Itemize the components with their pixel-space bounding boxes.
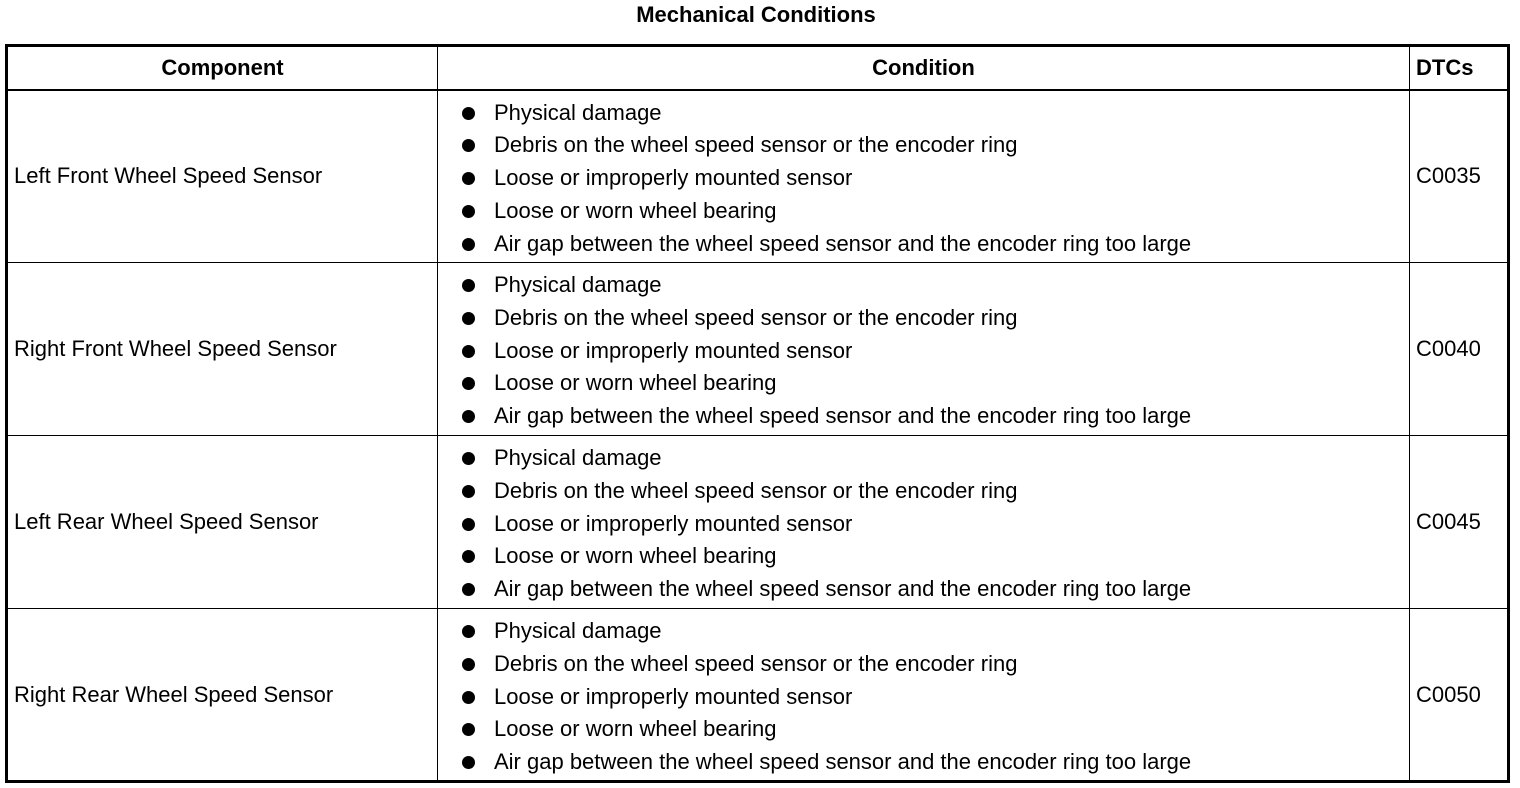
condition-text: Physical damage [494, 445, 662, 470]
dtc-cell: C0040 [1410, 263, 1509, 436]
bullet-icon [462, 410, 475, 423]
header-dtcs: DTCs [1410, 46, 1509, 90]
condition-item [438, 129, 1409, 162]
condition-item [438, 97, 1409, 130]
condition-cell [438, 90, 1410, 263]
condition-text: Loose or worn wheel bearing [494, 543, 777, 569]
condition-text: Loose or improperly mounted sensor [494, 683, 853, 709]
condition-item [438, 269, 1409, 302]
bullet-icon [462, 452, 475, 465]
condition-item [438, 713, 1409, 746]
condition-text: Air gap between the wheel speed sensor and the encoder ring too large [494, 230, 1192, 256]
condition-item [438, 681, 1409, 714]
condition-item [438, 746, 1409, 779]
condition-cell [438, 263, 1410, 436]
bullet-icon [462, 485, 475, 498]
bullet-icon [462, 205, 475, 218]
header-condition: Condition [438, 46, 1410, 90]
bullet-icon [462, 550, 475, 563]
condition-cell [438, 609, 1410, 782]
dtc-cell: C0045 [1410, 436, 1509, 609]
condition-item [438, 162, 1409, 195]
condition-item [438, 475, 1409, 508]
bullet-icon [462, 238, 475, 251]
condition-text: Air gap between the wheel speed sensor and the encoder ring too large [494, 576, 1192, 602]
table-title: Mechanical Conditions [636, 2, 876, 27]
bullet-icon [462, 172, 475, 185]
condition-item [438, 508, 1409, 541]
condition-text: Physical damage [494, 272, 662, 297]
component-cell: Left Rear Wheel Speed Sensor [7, 436, 438, 609]
bullet-icon [462, 583, 475, 596]
condition-item [438, 228, 1409, 261]
condition-cell [438, 436, 1410, 609]
condition-item [438, 573, 1409, 606]
bullet-icon [462, 312, 475, 325]
component-cell: Right Front Wheel Speed Sensor [7, 263, 438, 436]
dtc-cell: C0050 [1410, 609, 1509, 782]
table-row [7, 90, 1509, 263]
bullet-icon [462, 377, 475, 390]
condition-text: Loose or worn wheel bearing [494, 716, 777, 742]
bullet-icon [462, 723, 475, 736]
condition-item [438, 195, 1409, 228]
condition-item [438, 302, 1409, 335]
header-row [7, 46, 1509, 90]
table-row [7, 436, 1509, 609]
bullet-icon [462, 518, 475, 531]
condition-text: Debris on the wheel speed sensor or the encoder ring [494, 304, 1018, 330]
mechanical-conditions-table [5, 44, 1510, 783]
component-cell: Left Front Wheel Speed Sensor [7, 90, 438, 263]
condition-item [438, 400, 1409, 433]
condition-text: Loose or improperly mounted sensor [494, 337, 853, 363]
bullet-icon [462, 691, 475, 704]
condition-item [438, 335, 1409, 368]
condition-list [438, 442, 1409, 606]
condition-item [438, 615, 1409, 648]
dtc-cell: C0035 [1410, 90, 1509, 263]
condition-text: Loose or improperly mounted sensor [494, 510, 853, 536]
condition-text: Physical damage [494, 618, 662, 643]
condition-list [438, 269, 1409, 433]
bullet-icon [462, 756, 475, 769]
bullet-icon [462, 345, 475, 358]
bullet-icon [462, 139, 475, 152]
table-row [7, 609, 1509, 782]
condition-list [438, 615, 1409, 779]
bullet-icon [462, 279, 475, 292]
condition-text: Debris on the wheel speed sensor or the encoder ring [494, 132, 1018, 158]
condition-text: Loose or worn wheel bearing [494, 197, 777, 223]
condition-item [438, 442, 1409, 475]
component-cell: Right Rear Wheel Speed Sensor [7, 609, 438, 782]
condition-item [438, 648, 1409, 681]
condition-text: Loose or worn wheel bearing [494, 370, 777, 396]
bullet-icon [462, 625, 475, 638]
table-row [7, 263, 1509, 436]
condition-item [438, 540, 1409, 573]
condition-item [438, 367, 1409, 400]
condition-list [438, 97, 1409, 261]
header-component: Component [7, 46, 438, 90]
condition-text: Loose or improperly mounted sensor [494, 165, 853, 191]
condition-text: Air gap between the wheel speed sensor and the encoder ring too large [494, 403, 1192, 429]
condition-text: Air gap between the wheel speed sensor and the encoder ring too large [494, 749, 1192, 775]
bullet-icon [462, 107, 475, 120]
condition-text: Debris on the wheel speed sensor or the encoder ring [494, 650, 1018, 676]
condition-text: Physical damage [494, 99, 662, 125]
bullet-icon [462, 658, 475, 671]
condition-text: Debris on the wheel speed sensor or the encoder ring [494, 477, 1018, 503]
